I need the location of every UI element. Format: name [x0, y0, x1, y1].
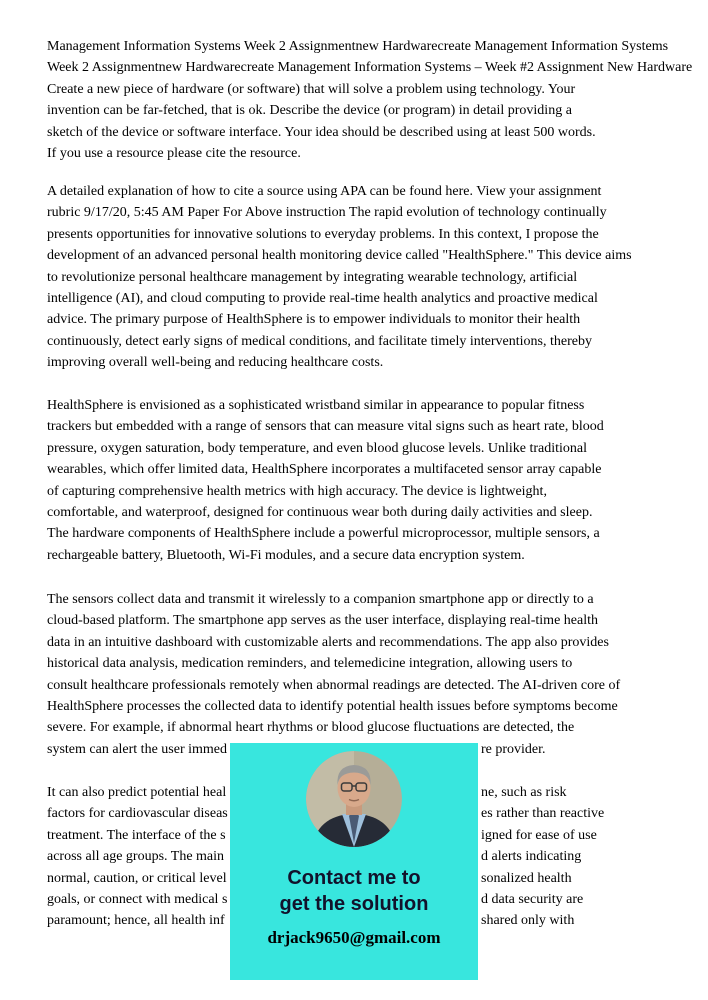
- text-fragment-right: igned for ease of use: [481, 827, 597, 843]
- text-line: continuously, detect early signs of medical conditions, and facilitate timely interventions, thereby: [47, 333, 592, 349]
- text-fragment-left: across all age groups. The main: [47, 849, 225, 865]
- text-line: If you use a resource please cite the resource.: [47, 145, 301, 161]
- text-line: wearables, which offer limited data, HealthSphere incorporates a multifaceted sensor array capable: [47, 462, 602, 478]
- contact-headline-line1: Contact me to: [287, 867, 421, 889]
- text-line: cloud-based platform. The smartphone app serves as the user interface, displaying real-time health: [47, 613, 598, 629]
- text-fragment-left: goals, or connect with medical s: [47, 891, 228, 907]
- text-fragment-left: normal, caution, or critical level: [47, 870, 227, 886]
- text-line: rechargeable battery, Bluetooth, Wi-Fi modules, and a secure data encryption system.: [47, 547, 525, 563]
- text-line: A detailed explanation of how to cite a source using APA can be found here. View your assignment: [47, 184, 602, 199]
- text-fragment-right: es rather than reactive: [481, 806, 605, 822]
- text-line: Management Information Systems Week 2 Assignmentnew Hardwarecreate Management Information Systems: [47, 39, 669, 54]
- text-fragment-right: sonalized health: [481, 870, 572, 886]
- text-fragment-right: ne, such as risk: [481, 785, 567, 800]
- text-line: Week 2 Assignmentnew Hardwarecreate Management Information Systems – Week #2 Assignment New Hardware: [47, 60, 693, 76]
- text-fragment-right: re provider.: [481, 741, 546, 757]
- text-fragment-left: paramount; hence, all health inf: [47, 913, 225, 929]
- text-line: trackers but embedded with a range of sensors that can measure vital signs such as heart rate, blood: [47, 419, 604, 435]
- text-line: severe. For example, if abnormal heart rhythms or blood glucose fluctuations are detected, the: [47, 720, 575, 736]
- paragraph-4: [47, 589, 695, 760]
- contact-headline: [280, 865, 429, 917]
- text-line: HealthSphere processes the collected data to identify potential health issues before symptoms become: [47, 698, 618, 714]
- text-fragment-left: system can alert the user immed: [47, 741, 227, 757]
- contact-overlay-card: [230, 743, 478, 980]
- text-line: advice. The primary purpose of HealthSphere is to empower individuals to monitor their health: [47, 312, 581, 328]
- text-line: HealthSphere is envisioned as a sophisticated wristband similar in appearance to popular fitness: [47, 398, 585, 413]
- text-fragment-right: d alerts indicating: [481, 849, 582, 865]
- text-line: Create a new piece of hardware (or software) that will solve a problem using technology. Your: [47, 81, 576, 97]
- text-fragment-right: shared only with: [481, 913, 575, 929]
- contact-headline-line2: get the solution: [279, 893, 429, 915]
- text-line: data in an intuitive dashboard with customizable alerts and recommendations. The app also provides: [47, 634, 609, 650]
- text-line: presents opportunities for innovative solutions to everyday problems. In this context, I propose the: [47, 226, 599, 242]
- text-line: pressure, oxygen saturation, body temperature, and even blood glucose levels. Unlike traditional: [47, 440, 588, 456]
- contact-email: drjack9650@gmail.com: [267, 928, 441, 947]
- paragraph-3: [47, 395, 695, 566]
- text-line: of capturing comprehensive health metrics with high accuracy. The device is lightweight,: [47, 483, 547, 499]
- text-line: development of an advanced personal health monitoring device called "HealthSphere." This device aims: [47, 248, 632, 264]
- text-line: consult healthcare professionals remotely when abnormal readings are detected. The AI-driven core of: [47, 677, 621, 693]
- text-fragment-left: treatment. The interface of the s: [47, 827, 226, 843]
- text-line: improving overall well-being and reducing healthcare costs.: [47, 355, 384, 371]
- text-fragment-right: d data security are: [481, 891, 584, 907]
- text-line: invention can be far-fetched, that is ok. Describe the device (or program) in detail providing a: [47, 103, 572, 119]
- text-fragment-left: factors for cardiovascular diseas: [47, 806, 228, 822]
- tutor-photo: [306, 751, 402, 847]
- text-line: to revolutionize personal healthcare management by integrating wearable technology, artificial: [47, 269, 578, 285]
- paragraph-2: [47, 181, 695, 374]
- text-line: sketch of the device or software interface. Your idea should be described using at least 500 words.: [47, 124, 596, 140]
- text-fragment-left: It can also predict potential heal: [47, 785, 227, 800]
- text-line: intelligence (AI), and cloud computing to provide real-time health analytics and proactive medical: [47, 290, 598, 306]
- text-line: comfortable, and waterproof, designed for continuous wear both during daily activities and sleep.: [47, 504, 593, 520]
- paragraph-1: [47, 36, 695, 164]
- text-line: The sensors collect data and transmit it wirelessly to a companion smartphone app or directly to a: [47, 592, 594, 607]
- text-line: The hardware components of HealthSphere include a powerful microprocessor, multiple sensors, a: [47, 526, 600, 542]
- text-line: historical data analysis, medication reminders, and telemedicine integration, allowing users to: [47, 656, 573, 672]
- tutor-photo-illustration: [306, 751, 402, 847]
- text-line: rubric 9/17/20, 5:45 AM Paper For Above instruction The rapid evolution of technology continually: [47, 205, 607, 221]
